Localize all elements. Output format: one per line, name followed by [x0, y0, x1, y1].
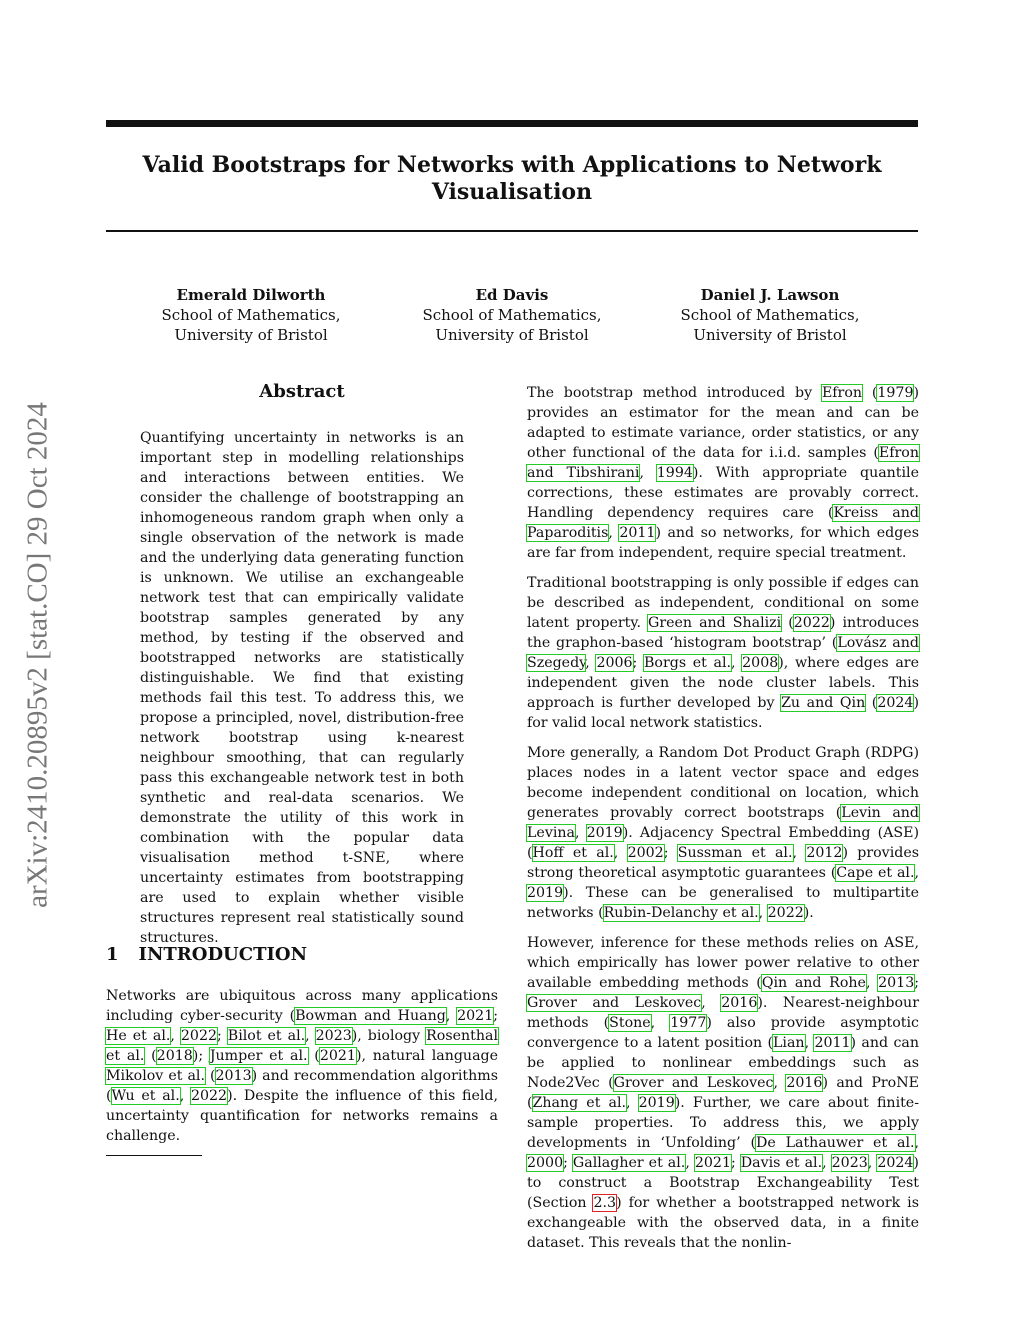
text-run: ,: [758, 905, 768, 921]
text-run: ,: [613, 845, 628, 861]
citation-link[interactable]: 2008: [742, 655, 779, 671]
abstract-heading: Abstract: [259, 381, 345, 402]
citation-link[interactable]: 2006: [596, 655, 633, 671]
text-run: ,: [731, 655, 743, 671]
text-run: ) provides strong theoretical asymptotic guarantees (: [527, 845, 919, 881]
text-run: ) and ProNE (: [527, 1075, 919, 1111]
citation-link[interactable]: Davis et al.: [740, 1155, 823, 1171]
text-run: ) introduces the graphon-based ‘histogram bootstrap’ (: [527, 615, 919, 651]
text-run: ,: [804, 1035, 815, 1051]
citation-link[interactable]: 2022: [190, 1088, 228, 1104]
text-run: ). Despite the influence of this field, uncertainty quantification for networks remains a challenge.: [106, 1088, 498, 1144]
text-run: Traditional bootstrapping is only possible if edges can be described as independent, conditional on some latent property.: [527, 575, 919, 631]
citation-link[interactable]: 2023: [315, 1028, 352, 1044]
text-run: ,: [792, 845, 807, 861]
text-run: More generally, a Random Dot Product Graph (RDPG) places nodes in a latent vector space and edges become independent conditional on location, which generates provably correct bootstraps (: [527, 745, 919, 821]
author-dept: School of Mathematics,: [422, 306, 602, 324]
citation-link[interactable]: Bilot et al.: [227, 1028, 306, 1044]
citation-link[interactable]: 1979: [877, 385, 914, 401]
section-heading: [106, 944, 307, 965]
citation-link[interactable]: Levin and Levina: [527, 805, 919, 841]
citation-link[interactable]: 2024: [877, 695, 914, 711]
citation-link[interactable]: 2002: [627, 845, 664, 861]
title-top-rule: [106, 120, 918, 127]
citation-link[interactable]: Sussman et al.: [677, 845, 793, 861]
citation-link[interactable]: 2021: [319, 1048, 356, 1064]
text-run: ,: [914, 1135, 920, 1151]
citation-link[interactable]: Qin and Rohe: [761, 975, 866, 991]
text-run: );: [192, 1048, 210, 1064]
text-run: ) for valid local network statistics.: [527, 695, 919, 731]
paper-title: Valid Bootstraps for Networks with Applications to Network Visualisation: [142, 152, 882, 205]
author-inst: University of Bristol: [693, 326, 847, 344]
text-run: ;: [217, 1028, 228, 1044]
citation-link[interactable]: 2023: [831, 1155, 868, 1171]
text-run: ;: [563, 1155, 573, 1171]
citation-link[interactable]: 2018: [156, 1048, 193, 1064]
text-run: (: [204, 1068, 216, 1084]
text-run: ,: [773, 1075, 787, 1091]
text-run: ,: [608, 525, 620, 541]
citation-link[interactable]: Wu et al.: [111, 1088, 180, 1104]
text-run: ,: [822, 1155, 832, 1171]
text-run: ;: [493, 1008, 499, 1024]
section-title: INTRODUCTION: [138, 944, 308, 965]
text-run: ), where edges are independent given the node cluster labels. This approach is further developed by: [527, 655, 919, 711]
text-run: (: [862, 385, 878, 401]
text-run: (: [144, 1048, 157, 1064]
text-run: ,: [626, 1095, 639, 1111]
text-run: ,: [865, 975, 879, 991]
text-run: ,: [445, 1008, 458, 1024]
citation-link[interactable]: 2012: [806, 845, 843, 861]
text-run: ,: [585, 655, 597, 671]
text-run: ) and so networks, for which edges are far from independent, require special treatment.: [527, 525, 919, 561]
citation-link[interactable]: 2019: [638, 1095, 675, 1111]
citation-link[interactable]: Grover and Leskovec: [613, 1075, 774, 1091]
text-run: The bootstrap method introduced by: [527, 385, 822, 401]
citation-link[interactable]: 2011: [814, 1035, 851, 1051]
text-run: ;: [730, 1155, 741, 1171]
citation-link[interactable]: 2019: [527, 885, 564, 901]
citation-link[interactable]: Bowman and Huang: [295, 1008, 446, 1024]
text-run: ;: [632, 655, 644, 671]
citation-link[interactable]: 2021: [694, 1155, 731, 1171]
citation-link[interactable]: 2013: [878, 975, 915, 991]
text-run: However, inference for these methods relies on ASE, which empirically has lower power relative to other available embedding methods (: [527, 935, 919, 991]
text-run: ,: [867, 1155, 878, 1171]
abstract-text: Quantifying uncertainty in networks is an important step in modelling relationships and interactions between entities. We consider the challenge of bootstrapping an inhomogeneous random graph when only a single observation of the network is made and the underlying data generating function is unknown. We utilise an exchangeable network test that can empirically validate bootstrap samples generated by any method, by testing if the observed and bootstrapped networks are statistically distinguishable. We find that existing methods fail this test. To address this, we propose a principled, novel, distribution-free network bootstrap using k-nearest neighbour smoothing, that can regularly pass this exchangeable network test in both synthetic and real-data scenarios. We demonstrate the utility of this work in combination with the popular data visualisation method t-SNE, where uncertainty estimates from bootstrapping are used to explain whether visible structures represent real statistically sound structures.: [140, 430, 464, 946]
text-run: ;: [914, 975, 920, 991]
citation-link[interactable]: 2022: [180, 1028, 217, 1044]
text-run: Networks are ubiquitous across many applications including cyber-security (: [106, 988, 498, 1024]
text-run: ) for whether a bootstrapped network is exchangeable with the observed data, in a finite dataset. This reveals that the nonlin-: [527, 1195, 919, 1251]
text-run: ) and can be applied to nonlinear embeddings such as Node2Vec (: [527, 1035, 919, 1091]
citation-link[interactable]: 2019: [586, 825, 623, 841]
citation-link[interactable]: Jumper et al.: [209, 1048, 308, 1064]
author-name: Ed Davis: [475, 286, 549, 304]
citation-link[interactable]: De Lathauwer et al.: [756, 1135, 915, 1151]
intro-paragraph: [106, 986, 498, 1146]
text-run: ) to construct a Bootstrap Exchangeability Test (Section: [527, 1155, 919, 1211]
citation-link[interactable]: Rosenthal et al.: [106, 1028, 498, 1064]
citation-link[interactable]: Lovász and Szegedy: [527, 635, 919, 671]
text-run: (: [307, 1048, 320, 1064]
citation-link[interactable]: 2016: [721, 995, 758, 1011]
intro-paragraph: [527, 933, 919, 1253]
author-block: [650, 285, 890, 345]
text-run: ,: [305, 1028, 316, 1044]
text-run: ). With appropriate quantile corrections, these estimates are provably correct. Handling dependency requires care (: [527, 465, 919, 521]
text-run: ) also provide asymptotic convergence to a latent position (: [527, 1015, 919, 1051]
citation-link[interactable]: Borgs et al.: [643, 655, 731, 671]
citation-link[interactable]: 1977: [670, 1015, 707, 1031]
citation-link[interactable]: Gallagher et al.: [572, 1155, 686, 1171]
citation-link[interactable]: 2011: [619, 525, 656, 541]
intro-paragraph: [527, 743, 919, 923]
text-run: (: [865, 695, 878, 711]
citation-link[interactable]: Kreiss and Paparoditis: [527, 505, 919, 541]
citation-link[interactable]: Zu and Qin: [781, 695, 866, 711]
arxiv-identifier: arXiv:2410.20895v2 [stat.CO] 29 Oct 2024: [21, 402, 54, 908]
section-number: 1: [106, 944, 119, 965]
citation-link[interactable]: Lian: [773, 1035, 805, 1051]
text-run: ) provides an estimator for the mean and can be adapted to estimate variance, order statistics, or any other functional of the data for i.i.d. samples (: [527, 385, 920, 461]
arxiv-sidebar: [8, 350, 68, 960]
text-run: ). These can be generalised to multipartite networks (: [527, 885, 919, 921]
text-run: ,: [639, 465, 657, 481]
footnote-rule: [106, 1155, 202, 1156]
text-run: ). Adjacency Spectral Embedding (ASE) (: [527, 825, 919, 861]
citation-link[interactable]: Zhang et al.: [532, 1095, 626, 1111]
text-run: ,: [179, 1088, 191, 1104]
citation-link[interactable]: Green and Shalizi: [648, 615, 782, 631]
text-run: ,: [574, 825, 587, 841]
citation-link[interactable]: Hoff et al.: [532, 845, 614, 861]
text-run: ,: [914, 865, 919, 881]
citation-link[interactable]: Cape et al.: [836, 865, 915, 881]
author-block: [131, 285, 371, 345]
text-run: ) and recommendation algorithms (: [106, 1068, 498, 1104]
author-block: [392, 285, 632, 345]
text-run: ,: [170, 1028, 181, 1044]
intro-paragraph: [527, 383, 919, 563]
citation-link[interactable]: 2022: [793, 615, 830, 631]
text-run: ). Further, we care about finite-sample properties. To address this, we apply developments in ‘Unfolding’ (: [527, 1095, 919, 1151]
citation-link[interactable]: Grover and Leskovec: [527, 995, 702, 1011]
author-name: Daniel J. Lawson: [700, 286, 840, 304]
text-run: (: [781, 615, 794, 631]
citation-link[interactable]: He et al.: [106, 1028, 171, 1044]
author-inst: University of Bristol: [435, 326, 589, 344]
citation-link[interactable]: Mikolov et al.: [106, 1068, 205, 1084]
citation-link[interactable]: Stone: [609, 1015, 651, 1031]
text-run: ), biology: [351, 1028, 427, 1044]
author-inst: University of Bristol: [174, 326, 328, 344]
text-run: ). Nearest-neighbour methods (: [527, 995, 919, 1031]
section-ref-link[interactable]: 2.3: [593, 1195, 617, 1211]
citation-link[interactable]: Efron: [821, 385, 863, 401]
citation-link[interactable]: Efron and Tibshirani: [527, 445, 919, 481]
citation-link[interactable]: Rubin-Delanchy et al.: [603, 905, 759, 921]
citation-link[interactable]: 2024: [877, 1155, 914, 1171]
text-run: ), natural language: [355, 1048, 498, 1064]
title-bottom-rule: [106, 230, 918, 232]
text-run: ,: [650, 1015, 671, 1031]
text-run: ).: [803, 905, 814, 921]
text-run: ,: [701, 995, 722, 1011]
citation-link[interactable]: 2000: [527, 1155, 564, 1171]
text-run: ,: [685, 1155, 695, 1171]
intro-right-column: [527, 383, 919, 1263]
citation-link[interactable]: 2022: [767, 905, 804, 921]
author-dept: School of Mathematics,: [161, 306, 341, 324]
author-dept: School of Mathematics,: [680, 306, 860, 324]
text-run: ;: [663, 845, 678, 861]
citation-link[interactable]: 2016: [786, 1075, 823, 1091]
citation-link[interactable]: 2021: [457, 1008, 494, 1024]
intro-paragraph: [527, 573, 919, 733]
author-name: Emerald Dilworth: [176, 286, 326, 304]
citation-link[interactable]: 1994: [656, 465, 693, 481]
citation-link[interactable]: 2013: [215, 1068, 252, 1084]
